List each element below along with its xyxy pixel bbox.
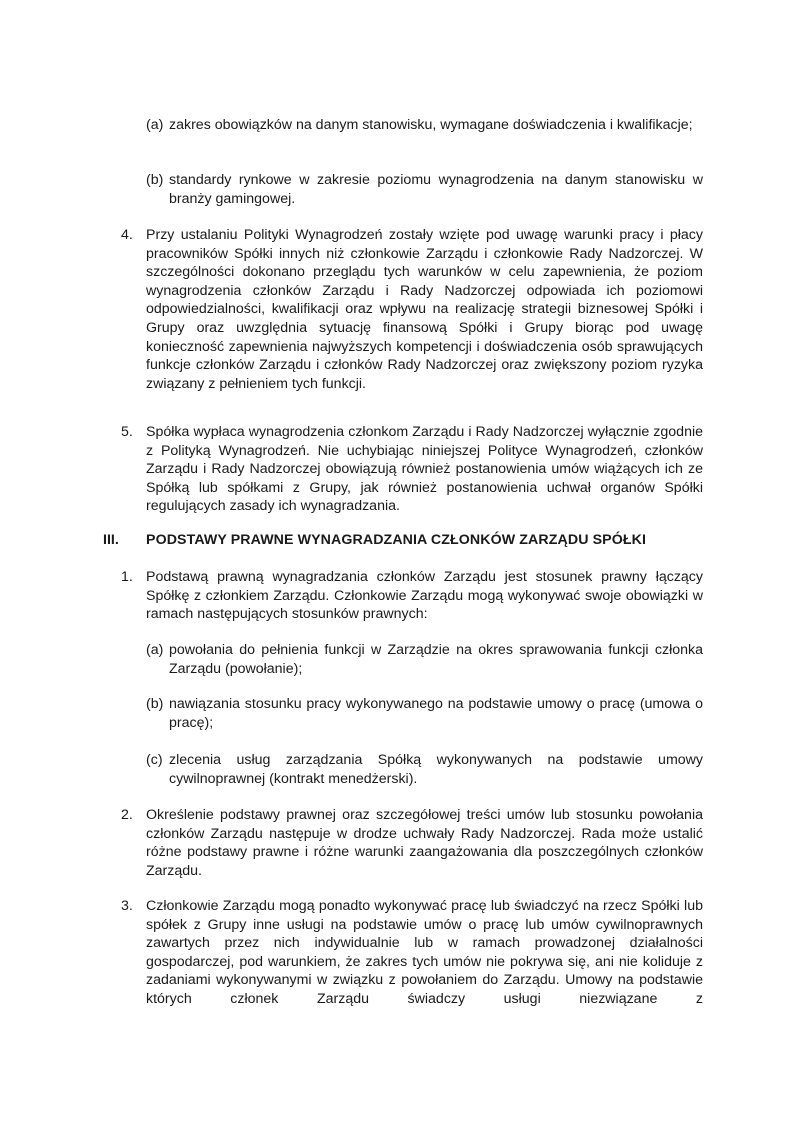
section-title: PODSTAWY PRAWNE WYNAGRADZANIA CZŁONKÓW ZARZĄDU SPÓŁKI <box>146 532 647 548</box>
item-text-5: Spółka wypłaca wynagrodzenia członkom Zarządu i Rady Nadzorczej wyłącznie zgodnie z Polityką Wynagrodzeń. Nie uchybiając niniejszej Polityce Wynagrodzeń, członków Zarządu i Rady Nadzorczej obowiązują również postanowienia umów wiążących ich ze Spółką lub spółkami z Grupy, jak również postanowienia uchwał organów Spółki regulujących zasady ich wynagradzania. <box>146 424 703 515</box>
section3-item-text-2: Określenie podstawy prawnej oraz szczegółowej treści umów lub stosunku powołania członków Zarządu następuje w drodze uchwały Rady Nadzorczej. Rada może ustalić różne podstawy prawne i różne warunki zaangażowania dla poszczególnych członków Zarządu. <box>146 807 703 879</box>
section3-subitem-label-b: (b) <box>146 696 164 712</box>
section3-item-number-2: 2. <box>121 807 133 823</box>
section-number: III. <box>103 532 119 548</box>
item-number-5: 5. <box>121 424 133 440</box>
section3-item-text-3: Członkowie Zarządu mogą ponadto wykonywać pracę lub świadczyć na rzecz Spółki lub spółek z Grupy inne usługi na podstawie umów o pracę lub umów cywilnoprawnych zawartych przez nich indywidualnie lub w ramach prowadzonej działalności gospodarczej, pod warunkiem, że zakres tych umów nie pokrywa się, ani nie koliduje z zadaniami wykonywanymi w związku z powołaniem do Zarządu. Umowy na podstawie których członek Zarządu świadczy usługi niezwiązane z <box>146 898 703 1007</box>
section3-subitem-text-a: powołania do pełnienia funkcji w Zarządzie na okres sprawowania funkcji członka Zarządu (powołanie); <box>169 642 703 677</box>
item-text-4: Przy ustalaniu Polityki Wynagrodzeń zostały wzięte pod uwagę warunki pracy i płacy pracowników Spółki innych niż członkowie Zarządu i członkowie Rady Nadzorczej. W szczególności dokonano przeglądu tych warunków w celu zapewnienia, że poziom wynagrodzenia członków Zarządu i Rady Nadzorczej odpowiada ich poziomowi odpowiedzialności, kwalifikacji oraz wpływu na realizację strategii biznesowej Spółki i Grupy oraz uwzględnia sytuację finansową Spółki i Grupy biorąc pod uwagę konieczność zapewnienia najwyższych kompetencji i doświadczenia osób sprawujących funkcje członków Zarządu i członków Rady Nadzorczej oraz zwiększony poziom ryzyka związany z pełnieniem tych funkcji. <box>146 227 703 392</box>
item-number-4: 4. <box>121 227 133 243</box>
subitem-text-b: standardy rynkowe w zakresie poziomu wynagrodzenia na danym stanowisku w branży gamingowej. <box>169 172 703 207</box>
section3-item-number-1: 1. <box>121 569 133 585</box>
subitem-text-a: zakres obowiązków na danym stanowisku, wymagane doświadczenia i kwalifikacje; <box>169 117 693 133</box>
section3-item-text-1: Podstawą prawną wynagradzania członków Zarządu jest stosunek prawny łączący Spółkę z członkiem Zarządu. Członkowie Zarządu mogą wykonywać swoje obowiązki w ramach następujących stosunków prawnych: <box>146 569 703 623</box>
section3-subitem-text-b: nawiązania stosunku pracy wykonywanego na podstawie umowy o pracę (umowa o pracę); <box>169 696 703 731</box>
section3-subitem-text-c: zlecenia usług zarządzania Spółką wykonywanych na podstawie umowy cywilnoprawnej (kontrakt menedżerski). <box>169 752 703 787</box>
section3-subitem-label-c: (c) <box>146 752 163 768</box>
section3-item-number-3: 3. <box>121 898 133 914</box>
section3-subitem-label-a: (a) <box>146 642 164 658</box>
subitem-label-a: (a) <box>146 117 164 133</box>
subitem-label-b: (b) <box>146 172 164 188</box>
